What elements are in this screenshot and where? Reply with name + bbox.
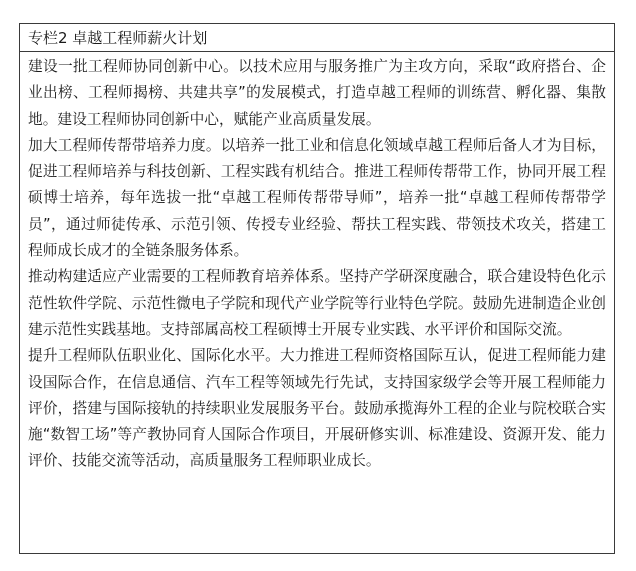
column-box xyxy=(19,23,615,554)
paragraph-innovation-centers: 建设一批工程师协同创新中心。以技术应用与服务推广为主攻方向，采取“政府搭台、企业出榜、工程师揭榜、共建共享”的发展模式，打造卓越工程师的训练营、孵化器、集散地。建设工程师协同创新中心，赋能产业高质量发展。 xyxy=(28,58,606,128)
paragraph-internationalization: 提升工程师队伍职业化、国际化水平。大力推进工程师资格国际互认，促进工程师能力建设国际合作，在信息通信、汽车工程等领域先行先试，支持国家级学会等开展工程师能力评价，搭建与国际接轨的持续职业发展服务平台。鼓励承揽海外工程的企业与院校联合实施“数智工场”等产教协同育人国际合作项目，开展研修实训、标准建设、资源开发、能力评价、技能交流等活动，高质量服务工程师职业成长。 xyxy=(28,347,606,470)
column-title: 专栏2 卓越工程师薪火计划 xyxy=(20,24,614,52)
paragraph-education-system: 推动构建适应产业需要的工程师教育培养体系。坚持产学研深度融合，联合建设特色化示范性软件学院、示范性微电子学院和现代产业学院等行业特色学院。鼓励先进制造企业创建示范性实践基地。支持部属高校工程硕博士开展专业实践、水平评价和国际交流。 xyxy=(28,268,606,338)
column-body xyxy=(20,52,614,475)
paragraph-mentorship: 加大工程师传帮带培养力度。以培养一批工业和信息化领域卓越工程师后备人才为目标，促进工程师培养与科技创新、工程实践有机结合。推进工程师传帮带工作，协同开展工程硕博士培养，每年选拔一批“卓越工程师传帮带导师”，培养一批“卓越工程师传帮带学员”，通过师徒传承、示范引领、传授专业经验、帮扶工程实践、带领技术攻关，搭建工程师成长成才的全链条服务体系。 xyxy=(28,136,606,260)
